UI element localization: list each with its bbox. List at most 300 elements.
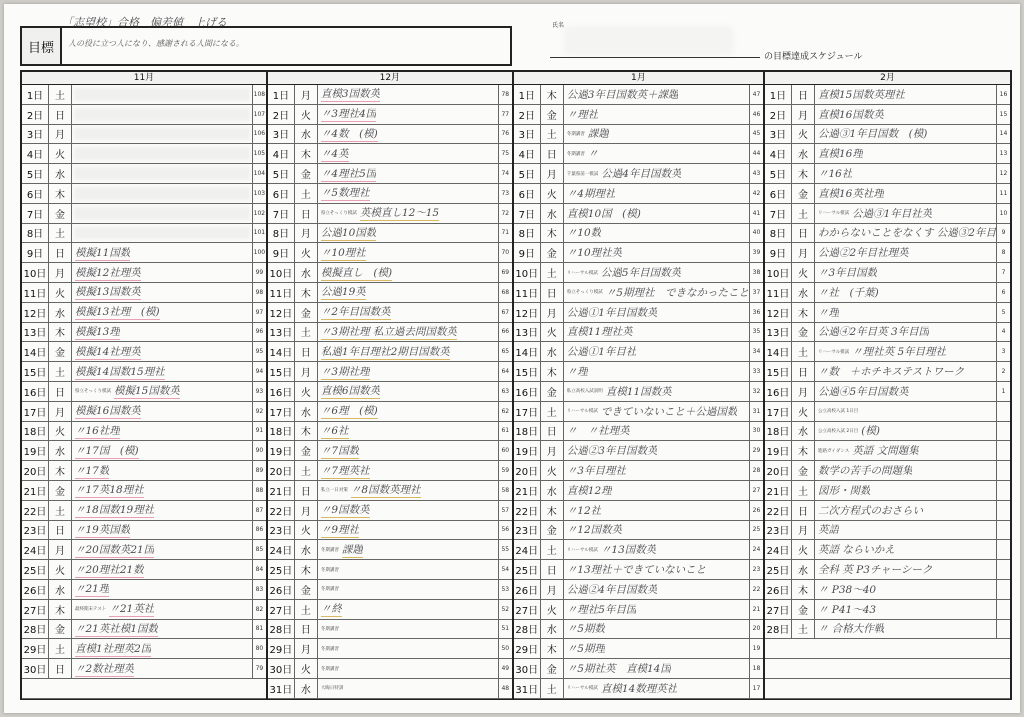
redacted-area	[74, 147, 250, 160]
days-remaining: 10	[996, 204, 1010, 223]
handwritten-note: 〃2数社理英	[75, 662, 135, 675]
event-tag: リハーサル模試	[566, 270, 598, 276]
handwritten-note: 〃6社	[320, 424, 349, 437]
day-row	[514, 243, 763, 263]
day-content	[72, 560, 252, 579]
day-content	[318, 323, 498, 342]
day-content	[318, 620, 498, 639]
handwritten-note: 〃18国数19理社	[75, 504, 155, 517]
days-remaining: 45	[749, 125, 763, 144]
handwritten-note: 模擬15国数英	[114, 385, 180, 398]
day-number: 16日	[22, 382, 49, 401]
handwritten-note: 模擬直し (模)	[320, 266, 393, 279]
handwritten-note: 公過4年目国数英	[601, 168, 682, 181]
day-content	[318, 659, 498, 678]
day-row	[514, 402, 763, 422]
day-content	[564, 679, 749, 698]
day-content	[318, 441, 498, 460]
day-number: 17日	[514, 402, 541, 421]
days-remaining: 55	[498, 540, 512, 559]
weekday: 月	[295, 362, 318, 381]
day-content	[72, 481, 252, 500]
handwritten-note: 直模12理	[566, 484, 612, 497]
goal-label: 目標	[22, 28, 62, 64]
weekday: 火	[295, 659, 318, 678]
days-remaining: 50	[498, 639, 512, 658]
day-number: 6日	[514, 184, 541, 203]
day-content	[815, 422, 996, 441]
days-remaining: 49	[498, 659, 512, 678]
day-number: 25日	[268, 560, 295, 579]
days-remaining: 7	[996, 263, 1010, 282]
days-remaining: 75	[498, 144, 512, 163]
days-remaining: 44	[749, 144, 763, 163]
event-tag: 冬期講習	[320, 567, 339, 573]
day-row	[514, 283, 763, 303]
name-label: 氏名	[552, 22, 565, 29]
day-content	[564, 263, 749, 282]
handwritten-note: 〃17英18理社	[75, 484, 144, 497]
day-content	[72, 422, 252, 441]
day-content	[318, 243, 498, 262]
handwritten-note: 〃19英国数	[75, 523, 131, 536]
day-row	[514, 580, 763, 600]
day-content	[72, 461, 252, 480]
handwritten-note: 〃3期社理 私立過去問国数英	[320, 325, 457, 338]
weekday: 土	[792, 342, 815, 361]
weekday: 日	[295, 481, 318, 500]
weekday: 月	[541, 580, 564, 599]
handwritten-note: 直模1社理英2国	[75, 642, 152, 655]
days-remaining: 97	[252, 303, 266, 322]
day-row	[22, 620, 266, 640]
day-row	[514, 184, 763, 204]
day-row	[765, 323, 1010, 343]
days-remaining: 85	[252, 540, 266, 559]
event-tag: 冬期講習	[320, 666, 339, 672]
event-tag: 進路ガイダンス	[817, 448, 850, 454]
day-content	[318, 461, 498, 480]
day-row	[514, 659, 763, 679]
days-remaining: 70	[498, 243, 512, 262]
handwritten-note: 直模16理	[817, 148, 863, 161]
handwritten-note: 〃12社	[566, 504, 602, 517]
weekday: 木	[295, 144, 318, 163]
month-rows	[268, 85, 512, 699]
weekday: 月	[541, 441, 564, 460]
day-content	[564, 342, 749, 361]
day-row	[268, 580, 512, 600]
event-tag: 千葉県前一模試	[566, 171, 599, 177]
day-number: 2日	[765, 105, 792, 124]
days-remaining: 105	[252, 144, 266, 163]
handwritten-note: 〃5期数	[566, 623, 605, 636]
weekday: 日	[49, 382, 72, 401]
day-number: 2日	[514, 105, 541, 124]
day-number: 29日	[22, 639, 49, 658]
day-row	[22, 540, 266, 560]
weekday: 金	[295, 580, 318, 599]
weekday: 日	[792, 501, 815, 520]
day-row	[268, 323, 512, 343]
day-content	[564, 85, 749, 104]
weekday: 木	[49, 323, 72, 342]
day-number: 21日	[765, 481, 792, 500]
day-content	[72, 362, 252, 381]
weekday: 金	[792, 184, 815, 203]
days-remaining: 74	[498, 164, 512, 183]
handwritten-note: 英語 ならいかえ	[817, 544, 895, 557]
day-number: 24日	[22, 540, 49, 559]
weekday: 水	[541, 204, 564, 223]
month-column	[268, 72, 514, 698]
weekday: 日	[295, 620, 318, 639]
weekday: 日	[792, 85, 815, 104]
day-number: 1日	[22, 85, 49, 104]
weekday: 水	[792, 283, 815, 302]
handwritten-note: 模擬11国数	[75, 246, 131, 259]
day-number: 23日	[268, 521, 295, 540]
days-remaining: 102	[252, 204, 266, 223]
day-number: 24日	[268, 540, 295, 559]
weekday: 土	[49, 85, 72, 104]
weekday: 金	[541, 659, 564, 678]
redacted-area	[74, 227, 250, 240]
day-number: 26日	[514, 580, 541, 599]
day-row	[765, 184, 1010, 204]
weekday: 木	[541, 224, 564, 243]
day-content	[318, 540, 498, 559]
event-tag: 冬期講習	[566, 151, 585, 157]
handwritten-note: 〃5期社英 直模14国	[566, 663, 671, 675]
handwritten-note: 〃4理社5国	[320, 167, 377, 180]
day-row	[765, 402, 1010, 422]
event-tag: 県立そっくり模試	[75, 389, 111, 395]
day-row	[22, 580, 266, 600]
day-number: 1日	[765, 85, 792, 104]
days-remaining: 30	[749, 422, 763, 441]
handwritten-note: 〃21英社	[109, 603, 155, 616]
event-tag: リハーサル模試	[566, 409, 598, 415]
day-number: 7日	[22, 204, 49, 223]
days-remaining: 57	[498, 501, 512, 520]
day-row	[514, 164, 763, 184]
weekday: 火	[49, 422, 72, 441]
day-number: 23日	[514, 521, 541, 540]
days-remaining: 11	[996, 184, 1010, 203]
day-content	[564, 224, 749, 243]
handwritten-note: できていないこと＋公過国数	[600, 405, 738, 418]
day-content	[318, 422, 498, 441]
days-remaining: 107	[252, 105, 266, 124]
weekday: 水	[541, 481, 564, 500]
weekday: 木	[541, 639, 564, 658]
days-remaining: 81	[252, 620, 266, 639]
weekday: 金	[792, 323, 815, 342]
weekday: 日	[49, 105, 72, 124]
day-content	[815, 620, 996, 639]
days-remaining: 83	[252, 580, 266, 599]
handwritten-note: 〃10理社英	[566, 247, 623, 260]
day-number: 7日	[514, 204, 541, 223]
day-content	[564, 521, 749, 540]
weekday: 土	[295, 184, 318, 203]
handwritten-note: 模擬13国数英	[75, 286, 141, 299]
days-remaining: 67	[498, 303, 512, 322]
day-content	[72, 85, 252, 104]
redacted-area	[74, 167, 250, 180]
days-remaining: 5	[996, 303, 1010, 322]
day-row	[514, 620, 763, 640]
days-remaining: 20	[749, 620, 763, 639]
weekday: 火	[295, 382, 318, 401]
day-number: 28日	[514, 620, 541, 639]
day-row	[22, 263, 266, 283]
day-number: 19日	[268, 441, 295, 460]
weekday: 土	[792, 481, 815, 500]
day-row	[22, 521, 266, 541]
day-content	[72, 501, 252, 520]
day-number: 17日	[22, 402, 49, 421]
days-remaining: 86	[252, 521, 266, 540]
days-remaining: 84	[252, 560, 266, 579]
day-content	[318, 679, 498, 698]
day-row	[22, 461, 266, 481]
day-content	[564, 303, 749, 322]
day-number: 14日	[22, 342, 49, 361]
day-content	[564, 243, 749, 262]
days-remaining: 101	[252, 224, 266, 243]
weekday: 土	[792, 204, 815, 223]
day-row	[765, 521, 1010, 541]
day-number: 4日	[514, 144, 541, 163]
day-row	[765, 224, 1010, 244]
handwritten-note: 〃終	[320, 603, 342, 616]
calendar-grid	[20, 70, 1012, 700]
day-number: 21日	[514, 481, 541, 500]
handwritten-note: 〃20理社21数	[75, 563, 144, 576]
handwritten-note: 〃社 (千葉)	[817, 286, 879, 299]
weekday: 木	[792, 164, 815, 183]
handwritten-note: 図形・関数	[817, 484, 871, 497]
day-content	[72, 125, 252, 144]
weekday: 火	[792, 540, 815, 559]
day-row	[268, 659, 512, 679]
day-content	[72, 164, 252, 183]
day-number: 18日	[268, 422, 295, 441]
day-content	[564, 441, 749, 460]
weekday: 火	[541, 184, 564, 203]
weekday: 月	[792, 105, 815, 124]
handwritten-note: 〃21英社模1国数	[75, 622, 159, 635]
day-content	[815, 441, 996, 460]
day-content	[72, 243, 252, 262]
days-remaining	[996, 461, 1010, 480]
weekday: 火	[541, 461, 564, 480]
days-remaining: 15	[996, 105, 1010, 124]
weekday: 火	[49, 283, 72, 302]
day-content	[815, 303, 996, 322]
days-remaining	[996, 540, 1010, 559]
day-content	[318, 125, 498, 144]
redacted-area	[74, 88, 250, 101]
day-content	[72, 540, 252, 559]
day-content	[564, 323, 749, 342]
weekday: 月	[49, 125, 72, 144]
handwritten-note: 〃10数	[566, 227, 602, 240]
event-tag: 大晦日特訓	[320, 686, 344, 692]
weekday: 金	[49, 204, 72, 223]
weekday: 火	[295, 105, 318, 124]
days-remaining: 13	[996, 144, 1010, 163]
days-remaining: 100	[252, 243, 266, 262]
day-row	[268, 620, 512, 640]
event-tag: リハーサル模試	[566, 547, 598, 553]
day-number: 11日	[268, 283, 295, 302]
event-tag: 私立一日対策	[320, 488, 348, 494]
redacted-area	[74, 187, 250, 200]
handwritten-note: 〃3期社理	[320, 365, 370, 378]
handwritten-note: 英語	[817, 524, 839, 537]
day-row	[268, 501, 512, 521]
handwritten-note: 〃16社	[817, 168, 853, 181]
days-remaining: 89	[252, 461, 266, 480]
day-number: 9日	[765, 243, 792, 262]
weekday: 火	[792, 263, 815, 282]
handwritten-note: 公過④2年目英 3年目国	[817, 326, 930, 339]
day-row	[514, 679, 763, 699]
day-content	[564, 362, 749, 381]
weekday: 火	[295, 521, 318, 540]
day-content	[815, 263, 996, 282]
day-content	[815, 184, 996, 203]
handwritten-note: 〃8国数英理社	[350, 484, 421, 497]
day-number: 15日	[514, 362, 541, 381]
handwritten-note: 公過①1年目国数英	[566, 306, 658, 319]
weekday: 水	[792, 560, 815, 579]
day-number: 6日	[765, 184, 792, 203]
weekday: 火	[49, 560, 72, 579]
days-remaining: 71	[498, 224, 512, 243]
handwritten-title: 「志望校」合格 偏差値 上げる	[62, 16, 227, 29]
day-number: 16日	[765, 382, 792, 401]
weekday: 木	[295, 560, 318, 579]
day-row	[765, 422, 1010, 442]
handwritten-note: 模擬14社理英	[75, 345, 141, 358]
name-line	[550, 57, 760, 58]
day-content	[72, 620, 252, 639]
weekday: 月	[792, 521, 815, 540]
day-content	[564, 501, 749, 520]
handwritten-note: 直模10国 (模)	[566, 207, 641, 220]
handwritten-note: 課題	[587, 128, 609, 141]
day-number: 2日	[268, 105, 295, 124]
weekday: 月	[295, 224, 318, 243]
handwritten-note: 〃5数理社	[320, 187, 370, 200]
weekday: 木	[49, 184, 72, 203]
day-number: 11日	[22, 283, 49, 302]
weekday: 水	[295, 679, 318, 698]
handwritten-note: 直模16英社理	[817, 187, 884, 200]
day-number: 15日	[22, 362, 49, 381]
handwritten-note: 〃4数 (模)	[320, 127, 378, 140]
days-remaining: 23	[749, 560, 763, 579]
handwritten-note: 〃 P41〜43	[817, 603, 877, 616]
handwritten-note: 〃 〃社理英	[566, 425, 630, 438]
day-row	[22, 362, 266, 382]
day-number: 19日	[514, 441, 541, 460]
weekday: 土	[541, 402, 564, 421]
weekday: 水	[541, 342, 564, 361]
handwritten-note: 模擬13社理 (模)	[75, 306, 160, 319]
days-remaining: 29	[749, 441, 763, 460]
weekday: 日	[792, 362, 815, 381]
event-tag: 冬期講習	[320, 587, 339, 593]
weekday: 金	[792, 600, 815, 619]
day-row	[268, 125, 512, 145]
day-content	[318, 639, 498, 658]
day-number: 28日	[268, 620, 295, 639]
weekday: 土	[541, 540, 564, 559]
empty-row	[765, 679, 1010, 699]
day-content	[72, 184, 252, 203]
day-number: 7日	[268, 204, 295, 223]
days-remaining: 64	[498, 362, 512, 381]
day-number: 5日	[268, 164, 295, 183]
handwritten-note: 直模11国数英	[605, 385, 672, 398]
day-row	[268, 303, 512, 323]
event-tag: リハーサル模試	[817, 349, 850, 355]
weekday: 土	[49, 362, 72, 381]
day-row	[765, 362, 1010, 382]
days-remaining: 63	[498, 382, 512, 401]
handwritten-note: わからないことをなくす 公過③2年目	[817, 227, 996, 240]
weekday: 水	[295, 540, 318, 559]
day-row	[514, 204, 763, 224]
day-content	[564, 105, 749, 124]
days-remaining	[996, 501, 1010, 520]
days-remaining: 90	[252, 441, 266, 460]
day-row	[22, 402, 266, 422]
day-content	[318, 303, 498, 322]
day-row	[268, 540, 512, 560]
day-row	[22, 600, 266, 620]
day-row	[514, 639, 763, 659]
days-remaining: 61	[498, 422, 512, 441]
day-row	[765, 501, 1010, 521]
handwritten-note: (模)	[861, 425, 880, 438]
days-remaining: 4	[996, 323, 1010, 342]
weekday: 日	[49, 659, 72, 678]
month-column	[514, 72, 765, 698]
days-remaining: 1	[996, 382, 1010, 401]
day-number: 30日	[514, 659, 541, 678]
weekday: 月	[49, 263, 72, 282]
weekday: 金	[49, 620, 72, 639]
weekday: 金	[295, 303, 318, 322]
event-tag: リハーサル模試	[817, 211, 850, 217]
days-remaining: 99	[252, 263, 266, 282]
handwritten-note: 〃9国数英	[320, 504, 370, 517]
day-content	[815, 362, 996, 381]
handwritten-note: 公過②2年目社理英	[817, 247, 909, 260]
weekday: 火	[541, 323, 564, 342]
weekday: 金	[541, 521, 564, 540]
day-number: 27日	[22, 600, 49, 619]
day-number: 20日	[514, 461, 541, 480]
day-row	[268, 600, 512, 620]
day-row	[765, 283, 1010, 303]
